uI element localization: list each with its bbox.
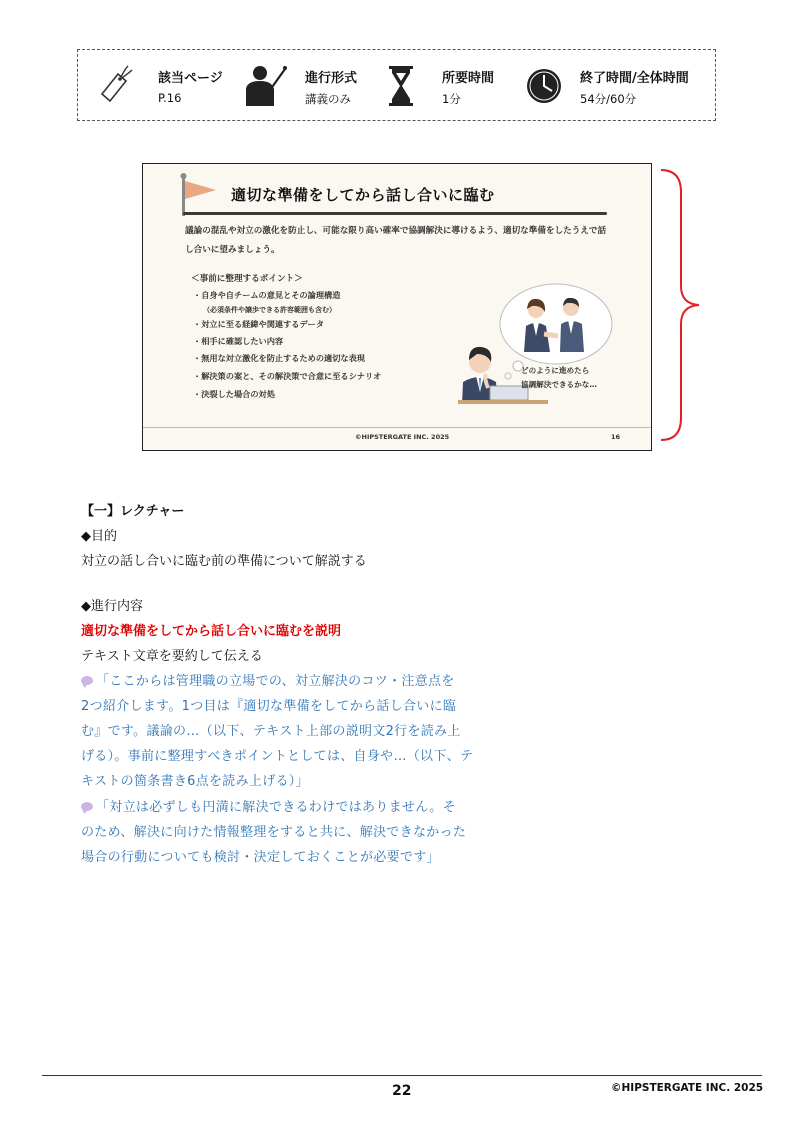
slide-page-number: 16 xyxy=(611,433,621,441)
content-heading: ◆進行内容 xyxy=(81,599,143,614)
footer-rule xyxy=(42,1075,762,1076)
slide-point: ・決裂した場合の対処 xyxy=(193,389,275,399)
info-format-title: 進行形式 xyxy=(305,71,358,86)
speech-bubble-icon xyxy=(81,676,93,685)
slide-title-underline xyxy=(183,212,607,215)
instruction-text: テキスト文章を要約して伝える xyxy=(81,649,263,664)
slide-point-note: （必須条件や譲歩できる許容範囲も含む） xyxy=(203,306,336,314)
purpose-text: 対立の話し合いに臨む前の準備について解説する xyxy=(81,554,367,569)
speech-bubble-icon xyxy=(81,802,93,811)
page-number: 22 xyxy=(392,1083,412,1099)
info-duration-value: 1分 xyxy=(442,92,461,106)
slide-brace-marker xyxy=(655,166,705,444)
script-line: む』です。議論の…（以下、テキスト上部の説明文2行を読み上 xyxy=(81,724,461,739)
script-line: 場合の行動についても検討・決定しておくことが必要です」 xyxy=(81,850,440,865)
slide-title: 適切な準備をしてから話し合いに臨む xyxy=(231,186,495,204)
info-time-value: 54分/60分 xyxy=(580,92,637,106)
info-page-title: 該当ページ xyxy=(158,71,223,86)
info-duration-title: 所要時間 xyxy=(442,71,495,86)
script-line: キストの箇条書き6点を読み上げる）」 xyxy=(81,774,309,789)
hourglass-icon xyxy=(386,64,416,108)
script-line: 「ここからは管理職の立場での、対立解決のコツ・注意点を xyxy=(81,670,455,689)
info-format xyxy=(238,50,388,122)
footer-copyright: ©HIPSTERGATE INC. 2025 xyxy=(611,1082,764,1094)
slide-point: ・対立に至る経緯や関連するデータ xyxy=(193,319,325,329)
session-info-box xyxy=(77,49,716,121)
slide-footer-rule xyxy=(143,427,651,428)
lecturer-icon xyxy=(238,64,288,108)
slide-point: ・無用な対立激化を防止するための適切な表現 xyxy=(193,353,365,363)
info-duration xyxy=(378,50,518,122)
info-time xyxy=(518,50,717,122)
section-heading: 【一】レクチャー xyxy=(81,504,185,519)
script-line: 2つ紹介します。1つ目は『適切な準備をしてから話し合いに臨 xyxy=(81,699,457,714)
slide-point: ・自身や自チームの意見とその論理構造 xyxy=(193,290,341,300)
highlight-text: 適切な準備をしてから話し合いに臨むを説明 xyxy=(81,624,342,639)
purpose-heading: ◆目的 xyxy=(81,529,117,544)
slide-thumbnail xyxy=(142,163,652,451)
script-line: 「対立は必ずしも円満に解決できるわけではありません。そ xyxy=(81,796,456,815)
slide-intro: 議論の混乱や対立の激化を防止し、可能な限り高い確率で協調解決に導けるよう、適切な準備をしたうえで話し合いに望みましょう。 xyxy=(185,226,607,255)
tag-icon xyxy=(94,64,134,108)
slide-points-heading: ＜事前に整理するポイント＞ xyxy=(191,274,303,284)
script-line: のため、解決に向けた情報整理をすると共に、解決できなかった xyxy=(81,825,467,840)
thought-line: 協調解決できるかな… xyxy=(521,380,597,389)
slide-copyright: ©HIPSTERGATE INC. 2025 xyxy=(355,433,450,441)
info-format-value: 講義のみ xyxy=(305,92,351,106)
thought-line: どのように進めたら xyxy=(521,366,590,375)
info-page xyxy=(78,50,238,122)
slide-point: ・相手に確認したい内容 xyxy=(193,336,284,346)
info-time-title: 終了時間/全体時間 xyxy=(580,71,689,86)
clock-icon xyxy=(524,64,564,108)
info-page-value: P.16 xyxy=(158,91,182,105)
thought-caption xyxy=(521,364,597,392)
script-line: げる）。事前に整理すべきポイントとしては、自身や…（以下、テ xyxy=(81,749,474,764)
slide-point: ・解決策の案と、その解決策で合意に至るシナリオ xyxy=(193,371,382,381)
